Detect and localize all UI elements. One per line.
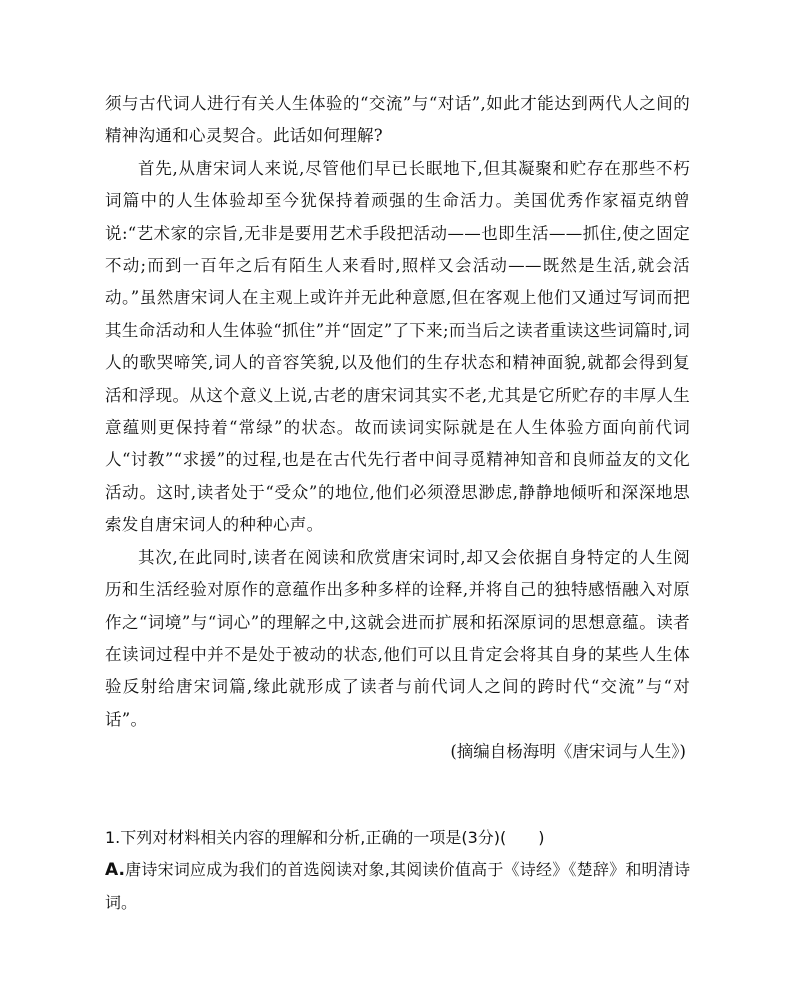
passage-paragraph-3: 其次,在此同时,读者在阅读和欣赏唐宋词时,却又会依据自身特定的人生阅历和生活经验对原作的意蕴作出多种多样的诠释,并将自己的独特感悟融入对原作之“词境”与“词心”的理解之中,这就会进而扩展和拓深原词的思想意蕴。读者在读词过程中并不是处于被动的状态,他们可以且肯定会将其自身的某些人生体验反射给唐宋词篇,缘此就形成了读者与前代词人之间的跨时代“交流”与“对话”。 <box>105 547 690 729</box>
reading-passage <box>105 88 690 769</box>
question-1 <box>105 822 690 919</box>
answer-blank[interactable] <box>506 822 552 854</box>
question-number: 1. <box>105 828 121 847</box>
option-a-text: 唐诗宋词应成为我们的首选阅读对象,其阅读价值高于《诗经》《楚辞》和明清诗词。 <box>105 860 690 912</box>
option-a-label: A. <box>105 860 125 881</box>
passage-paragraph-1: 须与古代词人进行有关人生体验的“交流”与“对话”,如此才能达到两代人之间的精神沟通和心灵契合。此话如何理解? <box>105 94 690 146</box>
question-text: 下列对材料相关内容的理解和分析,正确的一项是(3分)( <box>120 828 507 847</box>
passage-paragraph-2: 首先,从唐宋词人来说,尽管他们早已长眠地下,但其凝聚和贮存在那些不朽词篇中的人生体验却至今犹保持着顽强的生命活力。美国优秀作家福克纳曾说:“艺术家的宗旨,无非是要用艺术手段把活动——也即生活——抓住,使之固定不动;而到一百年之后有陌生人来看时,照样又会活动——既然是生活,就会活动。”虽然唐宋词人在主观上或许并无此种意愿,但在客观上他们又通过写词而把其生命活动和人生体验“抓住”并“固定”了下来;而当后之读者重读这些词篇时,词人的歌哭啼笑,词人的音容笑貌,以及他们的生存状态和精神面貌,就都会得到复活和浮现。从这个意义上说,古老的唐宋词其实不老,尤其是它所贮存的丰厚人生意蕴则更保持着“常绿”的状态。故而读词实际就是在人生体验方面向前代词人“讨教”“求援”的过程,也是在古代先行者中间寻觅精神知音和良师益友的文化活动。这时,读者处于“受众”的地位,他们必须澄思渺虑,静静地倾听和深深地思索发自唐宋词人的种种心声。 <box>105 158 690 535</box>
question-stem <box>105 822 690 854</box>
passage-source: (摘编自杨海明《唐宋词与人生》) <box>450 742 686 762</box>
option-a[interactable] <box>105 854 690 919</box>
answer-bracket-close: ) <box>538 828 545 847</box>
